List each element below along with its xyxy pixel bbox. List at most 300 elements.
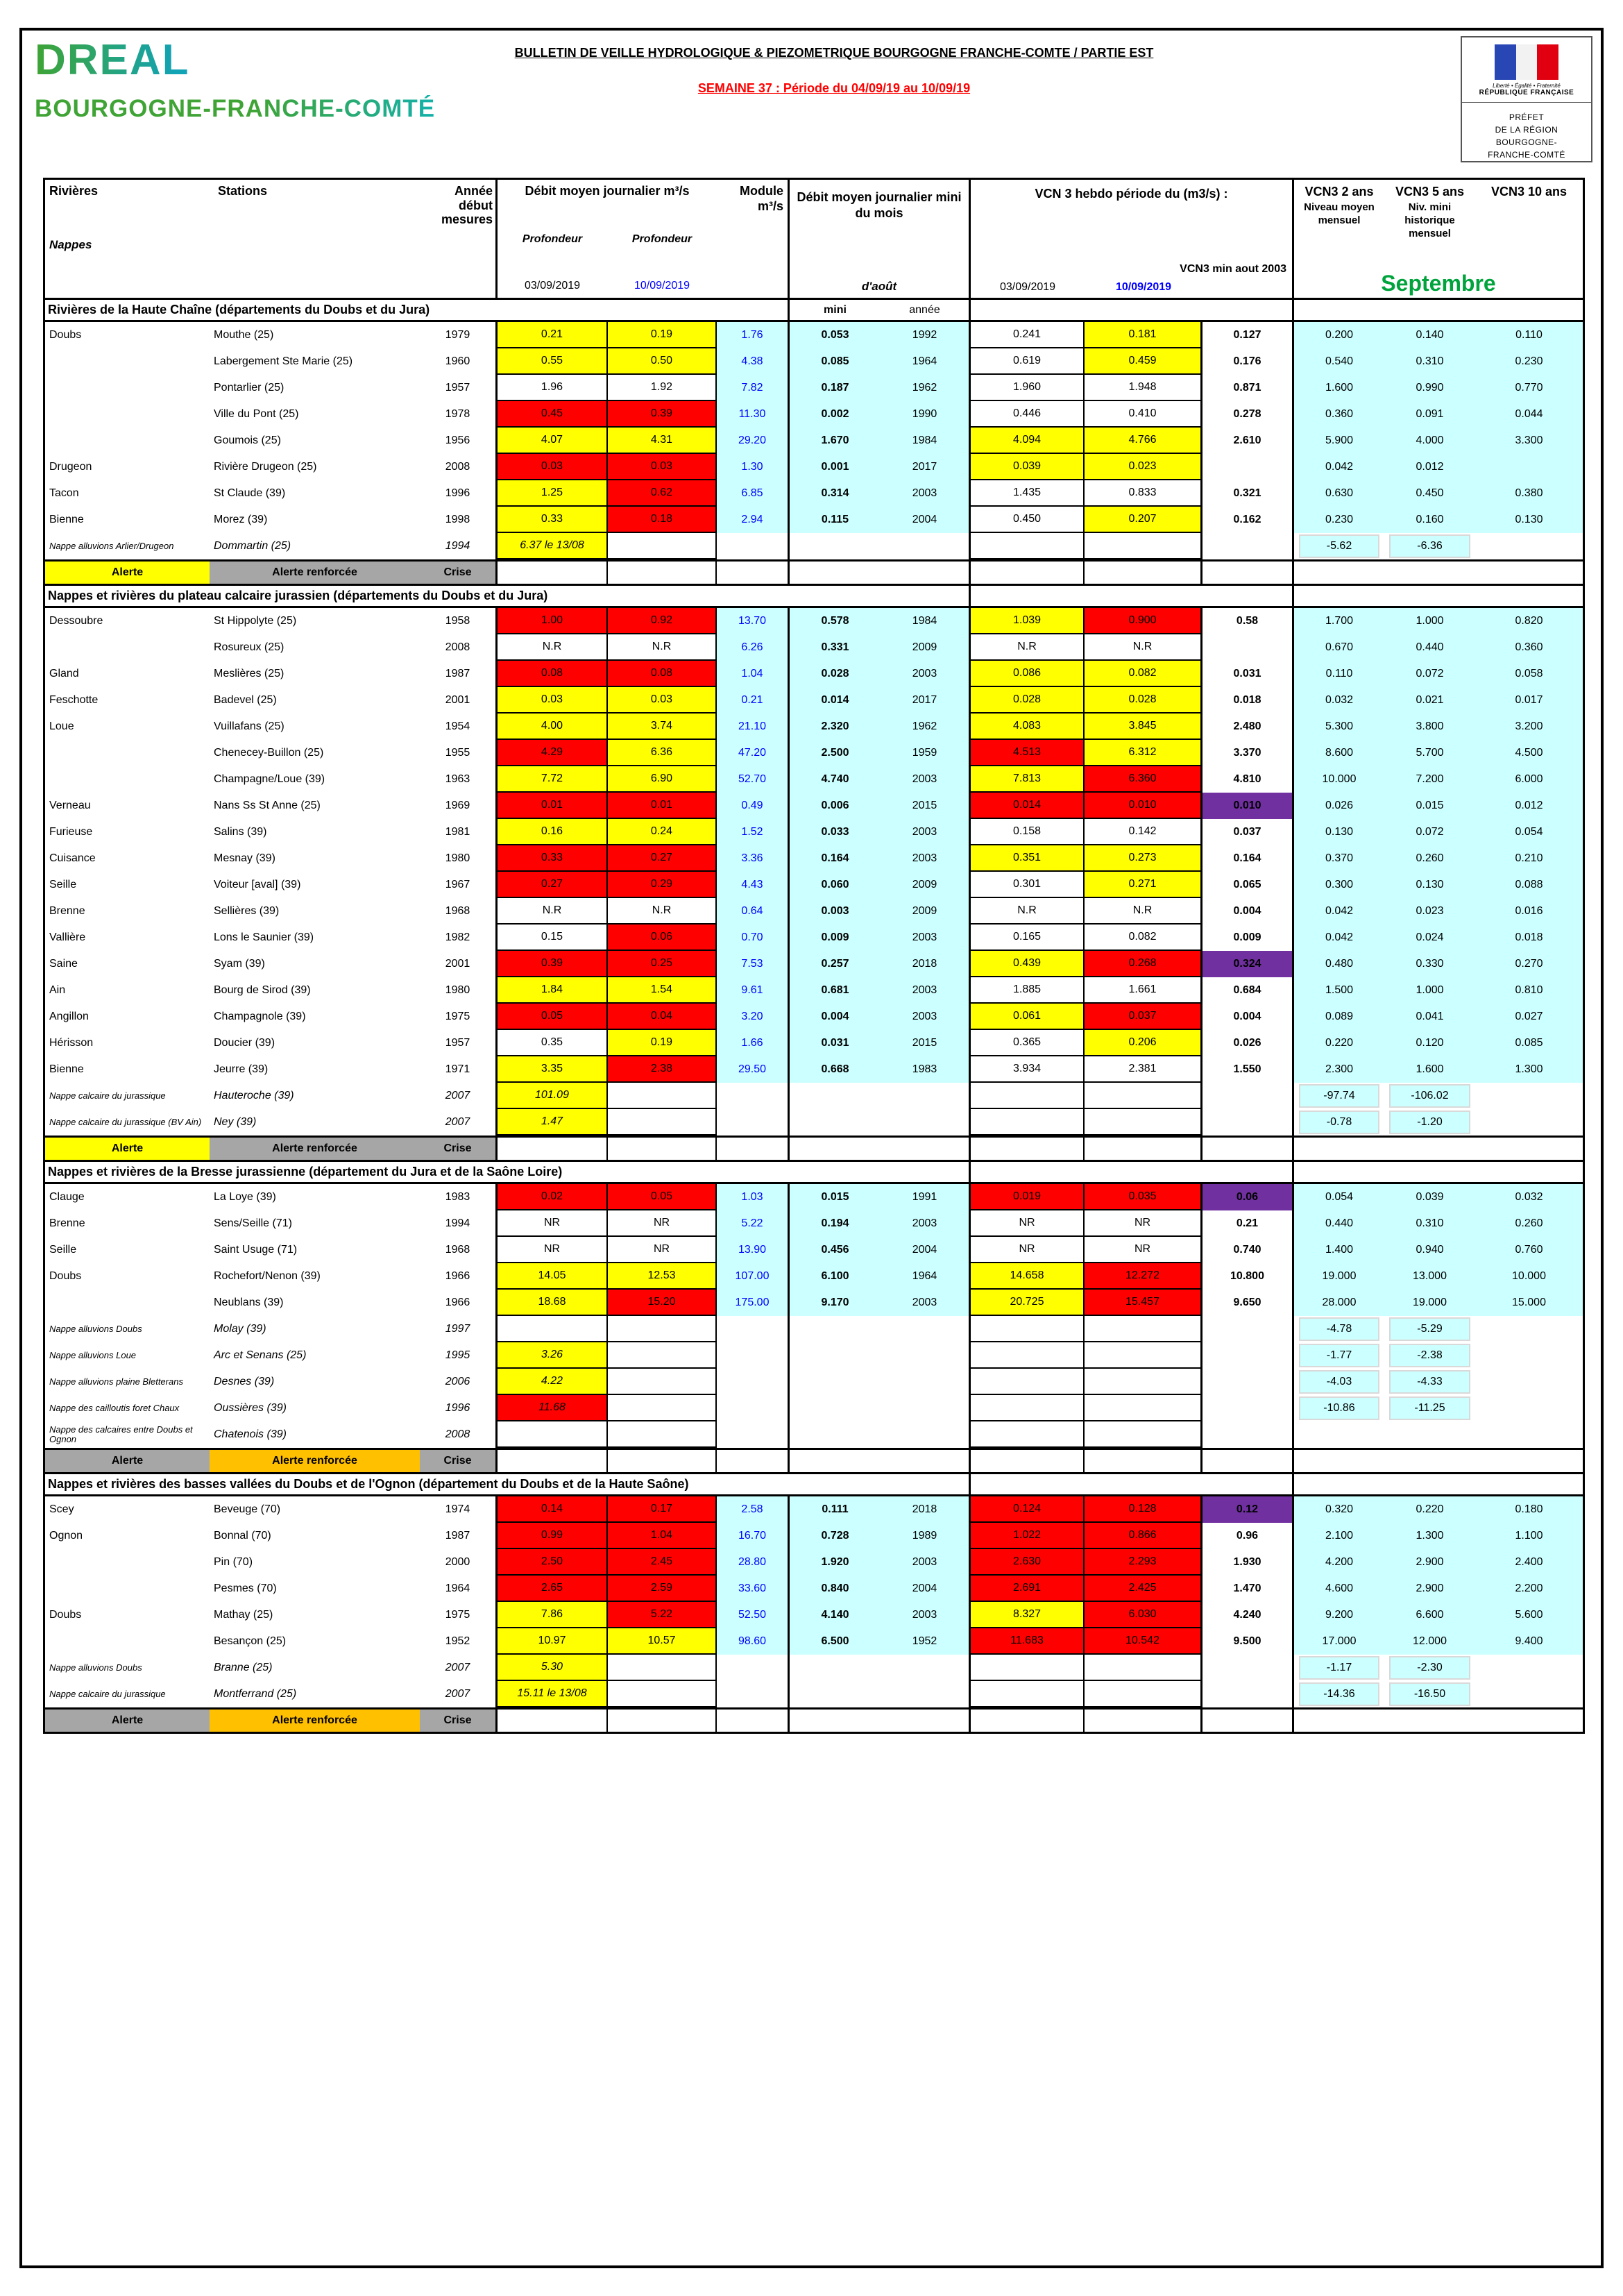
- cell-vcn3-min-2003: 2.480: [1203, 714, 1294, 740]
- cell-module: 21.10: [717, 714, 790, 740]
- cell-annee-mini: 2003: [881, 766, 971, 793]
- cell-vcn3-0309: [971, 1369, 1085, 1395]
- cell-vcn3-2ans: 0.480: [1294, 951, 1384, 977]
- cell-vcn3-min-2003: 9.650: [1203, 1290, 1294, 1316]
- cell-profondeur-0309: 0.33: [498, 845, 608, 872]
- cell-vcn3-2ans: 4.200: [1294, 1549, 1384, 1576]
- cell-module: 107.00: [717, 1263, 790, 1290]
- cell-annee-mini: 1959: [881, 740, 971, 766]
- table-section-3: [45, 1162, 1583, 1474]
- cell-vcn3-2ans: 1.700: [1294, 608, 1384, 634]
- cell-vcn3-10ans: 15.000: [1475, 1290, 1583, 1316]
- cell-vcn3-min-2003: 0.127: [1203, 322, 1294, 348]
- cell-vcn3-1009: N.R: [1085, 634, 1203, 661]
- cell-debit-mini: 0.840: [790, 1576, 881, 1602]
- cell-nappe-name: Nappe alluvions Doubs: [49, 1324, 142, 1335]
- cell-annee-debut: 1995: [420, 1342, 498, 1369]
- cell-vcn3-2ans: 0.320: [1294, 1496, 1384, 1523]
- cell-module: [717, 1369, 790, 1395]
- cell-annee-debut: 1956: [420, 428, 498, 454]
- cell-riviere: [45, 375, 210, 401]
- dreal-logo-region-text: BOURGOGNE-FRANCHE-COMTÉ: [35, 95, 436, 123]
- cell-station: Rochefort/Nenon (39): [214, 1270, 321, 1282]
- cell-vcn3-1009: 2.381: [1085, 1056, 1203, 1083]
- cell-station: Besançon (25): [214, 1635, 287, 1647]
- cell-profondeur-1009: 0.03: [608, 687, 717, 714]
- cell-vcn3-0309: NR: [971, 1237, 1085, 1263]
- cell-profondeur-1009: [608, 1342, 717, 1369]
- cell-vcn3-0309: [971, 1681, 1085, 1707]
- section-data-rows: [45, 1496, 1583, 1707]
- cell-vcn3-0309: [971, 1342, 1085, 1369]
- cell-vcn3-0309: [971, 1421, 1085, 1448]
- cell-nappe-name: Nappe calcaire du jurassique: [49, 1090, 166, 1101]
- cell-vcn3-0309: 0.014: [971, 793, 1085, 819]
- cell-vcn3-5ans: 0.940: [1384, 1237, 1475, 1263]
- cell-vcn3-5ans: 0.330: [1384, 951, 1475, 977]
- cell-niveau-moyen: -1.77: [1294, 1342, 1384, 1369]
- cell-station: La Loye (39): [214, 1191, 276, 1203]
- cell-vcn3-1009: 1.661: [1085, 977, 1203, 1004]
- cell-station: Chatenois (39): [214, 1428, 287, 1440]
- cell-station: Bourg de Sirod (39): [214, 984, 311, 996]
- cell-niveau-mini-historique: -1.20: [1384, 1109, 1475, 1136]
- cell-vcn3-min-2003: 0.58: [1203, 608, 1294, 634]
- legend-crise: Crise: [420, 1450, 498, 1472]
- cell-profondeur-0309: 6.37 le 13/08: [498, 533, 608, 559]
- cell-nappe-name: Nappe calcaire du jurassique: [49, 1689, 166, 1700]
- cell-vcn3-min-2003: 1.470: [1203, 1576, 1294, 1602]
- cell-vcn3-2ans: 0.440: [1294, 1210, 1384, 1237]
- cell-debit-mini: 0.028: [790, 661, 881, 687]
- cell-vcn3-0309: 8.327: [971, 1602, 1085, 1628]
- alert-legend-row: [45, 1136, 1583, 1162]
- cell-profondeur-0309: 0.05: [498, 1004, 608, 1030]
- cell-vcn3-1009: 10.542: [1085, 1628, 1203, 1655]
- cell-profondeur-1009: 0.01: [608, 793, 717, 819]
- cell-station: Doucier (39): [214, 1037, 275, 1049]
- cell-annee-mini: 1991: [881, 1184, 971, 1210]
- cell-profondeur-1009: 3.74: [608, 714, 717, 740]
- header-debit-mini: Débit moyen journalier mini du mois: [797, 190, 962, 220]
- cell-riviere: Angillon: [49, 1011, 89, 1022]
- cell-niveau-mini-historique: -2.30: [1384, 1655, 1475, 1681]
- cell-debit-mini: 0.115: [790, 507, 881, 533]
- cell-vcn3-5ans: 0.130: [1384, 872, 1475, 898]
- cell-station: Sens/Seille (71): [214, 1217, 292, 1229]
- cell-profondeur-0309: 0.03: [498, 687, 608, 714]
- table-section-2: [45, 586, 1583, 1162]
- cell-vcn3-1009: [1085, 1109, 1203, 1136]
- cell-vcn3-min-2003: [1203, 1109, 1294, 1136]
- cell-profondeur-0309: 1.25: [498, 480, 608, 507]
- cell-vcn3-1009: 2.293: [1085, 1549, 1203, 1576]
- legend-crise: Crise: [420, 562, 498, 584]
- cell-annee-debut: 1969: [420, 793, 498, 819]
- cell-vcn3-min-2003: 0.031: [1203, 661, 1294, 687]
- cell-vcn3-0309: 14.658: [971, 1263, 1085, 1290]
- cell-vcn3-min-2003: [1203, 634, 1294, 661]
- cell-debit-mini: 0.164: [790, 845, 881, 872]
- cell-niveau-moyen: -0.78: [1294, 1109, 1384, 1136]
- cell-vcn3-1009: 15.457: [1085, 1290, 1203, 1316]
- cell-annee-mini: 2018: [881, 1496, 971, 1523]
- header-profondeur-2: Profondeur: [631, 233, 692, 245]
- cell-profondeur-0309: 1.00: [498, 608, 608, 634]
- cell-riviere: Clauge: [49, 1191, 85, 1203]
- cell-module: 1.76: [717, 322, 790, 348]
- cell-vcn3-2ans: 0.670: [1294, 634, 1384, 661]
- cell-vcn3-0309: 0.165: [971, 925, 1085, 951]
- cell-vcn3-2ans: 0.630: [1294, 480, 1384, 507]
- cell-profondeur-1009: 0.27: [608, 845, 717, 872]
- cell-riviere: Saine: [49, 958, 78, 970]
- cell-vcn3-10ans: 0.088: [1475, 872, 1583, 898]
- cell-riviere: [45, 348, 210, 375]
- cell-station: Rivière Drugeon (25): [214, 461, 317, 473]
- cell-riviere: [45, 1549, 210, 1576]
- cell-annee-mini: 2003: [881, 1210, 971, 1237]
- cell-debit-mini: 0.031: [790, 1030, 881, 1056]
- cell-annee-mini: 2015: [881, 1030, 971, 1056]
- cell-station: Syam (39): [214, 958, 265, 970]
- header-niveau-moyen: Niveau moyen mensuel: [1304, 201, 1375, 227]
- cell-annee-mini: 1964: [881, 1263, 971, 1290]
- cell-profondeur-1009: NR: [608, 1210, 717, 1237]
- cell-annee-debut: 1957: [420, 375, 498, 401]
- cell-riviere: [45, 1290, 210, 1316]
- cell-annee-mini: 2003: [881, 819, 971, 845]
- section-title: Nappes et rivières des basses vallées du Doubs et de l'Ognon (département du Doubs et de la Haute Saône): [45, 1474, 971, 1494]
- cell-annee-mini: 1992: [881, 322, 971, 348]
- header-date-2: 10/09/2019: [634, 280, 690, 292]
- cell-annee-debut: 1982: [420, 925, 498, 951]
- cell-vcn3-min-2003: 0.162: [1203, 507, 1294, 533]
- cell-profondeur-0309: 0.21: [498, 322, 608, 348]
- cell-profondeur-1009: 0.05: [608, 1184, 717, 1210]
- cell-debit-mini: 0.002: [790, 401, 881, 428]
- cell-debit-mini: 0.578: [790, 608, 881, 634]
- cell-vcn3-1009: 0.268: [1085, 951, 1203, 977]
- cell-vcn3-5ans: 0.039: [1384, 1184, 1475, 1210]
- cell-profondeur-1009: 2.45: [608, 1549, 717, 1576]
- cell-debit-mini: 0.015: [790, 1184, 881, 1210]
- cell-riviere: [45, 766, 210, 793]
- cell-debit-mini: 0.456: [790, 1237, 881, 1263]
- cell-vcn3-2ans: 2.300: [1294, 1056, 1384, 1083]
- cell-station: Montferrand (25): [214, 1688, 297, 1700]
- cell-niveau-mini-historique: -6.36: [1384, 533, 1475, 559]
- cell-module: 52.70: [717, 766, 790, 793]
- cell-module: 1.66: [717, 1030, 790, 1056]
- cell-vcn3-1009: [1085, 1316, 1203, 1342]
- legend-alerte-renforcee: Alerte renforcée: [210, 1710, 420, 1732]
- cell-annee-debut: 2008: [420, 1421, 498, 1448]
- cell-profondeur-1009: [608, 1681, 717, 1707]
- cell-profondeur-1009: N.R: [608, 898, 717, 925]
- header-vcn3-stats-group: [1294, 180, 1583, 298]
- cell-profondeur-1009: 0.18: [608, 507, 717, 533]
- legend-alerte-renforcee: Alerte renforcée: [210, 1450, 420, 1472]
- cell-profondeur-1009: NR: [608, 1237, 717, 1263]
- cell-vcn3-10ans: 2.400: [1475, 1549, 1583, 1576]
- cell-station: Branne (25): [214, 1662, 273, 1673]
- cell-profondeur-0309: 0.16: [498, 819, 608, 845]
- cell-vcn3-min-2003: 0.037: [1203, 819, 1294, 845]
- cell-profondeur-0309: 0.14: [498, 1496, 608, 1523]
- cell-debit-mini: 0.085: [790, 348, 881, 375]
- cell-vcn3-0309: 0.028: [971, 687, 1085, 714]
- cell-vcn3-5ans: 19.000: [1384, 1290, 1475, 1316]
- cell-niveau-moyen: -97.74: [1294, 1083, 1384, 1109]
- cell-vcn3-10ans: 0.360: [1475, 634, 1583, 661]
- header-debit-moyen-group: [498, 180, 717, 298]
- cell-vcn3-0309: 11.683: [971, 1628, 1085, 1655]
- cell-annee-debut: 1987: [420, 661, 498, 687]
- cell-profondeur-1009: 1.54: [608, 977, 717, 1004]
- legend-crise: Crise: [420, 1710, 498, 1732]
- cell-profondeur-0309: 7.72: [498, 766, 608, 793]
- cell-riviere: Bienne: [49, 514, 84, 525]
- cell-module: 33.60: [717, 1576, 790, 1602]
- cell-vcn3-10ans: 1.300: [1475, 1056, 1583, 1083]
- cell-vcn3-5ans: 0.012: [1384, 454, 1475, 480]
- cell-module: 6.85: [717, 480, 790, 507]
- subheader-mini: mini: [824, 303, 847, 316]
- cell-vcn3-1009: 0.023: [1085, 454, 1203, 480]
- cell-station: Arc et Senans (25): [214, 1349, 307, 1361]
- bulletin-page: [19, 28, 1604, 2268]
- cell-debit-mini: 0.331: [790, 634, 881, 661]
- cell-module: 13.70: [717, 608, 790, 634]
- cell-profondeur-0309: 0.01: [498, 793, 608, 819]
- cell-profondeur-0309: 7.86: [498, 1602, 608, 1628]
- cell-vcn3-10ans: 0.085: [1475, 1030, 1583, 1056]
- cell-profondeur-1009: 0.19: [608, 1030, 717, 1056]
- cell-module: 3.36: [717, 845, 790, 872]
- cell-niveau-mini-historique: -11.25: [1384, 1395, 1475, 1421]
- cell-vcn3-5ans: 0.450: [1384, 480, 1475, 507]
- cell-vcn3-1009: 6.030: [1085, 1602, 1203, 1628]
- cell-station: Mesnay (39): [214, 852, 275, 864]
- table-section-1: [45, 300, 1583, 586]
- cell-vcn3-2ans: 4.600: [1294, 1576, 1384, 1602]
- cell-annee-mini: 1990: [881, 401, 971, 428]
- cell-debit-mini: 2.500: [790, 740, 881, 766]
- cell-station: Pin (70): [214, 1556, 253, 1568]
- cell-debit-mini: 0.681: [790, 977, 881, 1004]
- cell-profondeur-1009: 1.92: [608, 375, 717, 401]
- cell-vcn3-min-2003: 1.550: [1203, 1056, 1294, 1083]
- cell-vcn3-10ans: 0.260: [1475, 1210, 1583, 1237]
- cell-station: Ville du Pont (25): [214, 408, 299, 420]
- cell-riviere: Vallière: [49, 931, 86, 943]
- cell-vcn3-1009: 0.035: [1085, 1184, 1203, 1210]
- cell-vcn3-2ans: 5.900: [1294, 428, 1384, 454]
- cell-riviere: Ognon: [49, 1530, 83, 1542]
- cell-vcn3-0309: 0.450: [971, 507, 1085, 533]
- cell-station: Labergement Ste Marie (25): [214, 355, 353, 367]
- cell-vcn3-10ans: 0.230: [1475, 348, 1583, 375]
- cell-niveau-moyen: -14.36: [1294, 1681, 1384, 1707]
- cell-profondeur-1009: 5.22: [608, 1602, 717, 1628]
- cell-vcn3-1009: 1.948: [1085, 375, 1203, 401]
- cell-station: Badevel (25): [214, 694, 277, 706]
- cell-riviere: Drugeon: [49, 461, 92, 473]
- cell-vcn3-10ans: 2.200: [1475, 1576, 1583, 1602]
- cell-vcn3-1009: [1085, 1421, 1203, 1448]
- section-data-rows: [45, 322, 1583, 559]
- cell-vcn3-2ans: 1.400: [1294, 1237, 1384, 1263]
- cell-vcn3-10ans: 0.058: [1475, 661, 1583, 687]
- cell-vcn3-1009: [1085, 1083, 1203, 1109]
- cell-vcn3-0309: 2.691: [971, 1576, 1085, 1602]
- cell-annee-mini: 2003: [881, 480, 971, 507]
- cell-vcn3-5ans: 0.041: [1384, 1004, 1475, 1030]
- cell-vcn3-0309: 0.124: [971, 1496, 1085, 1523]
- cell-vcn3-0309: 0.365: [971, 1030, 1085, 1056]
- cell-station: Nans Ss St Anne (25): [214, 800, 321, 811]
- cell-vcn3-1009: 0.082: [1085, 661, 1203, 687]
- cell-vcn3-0309: NR: [971, 1210, 1085, 1237]
- cell-profondeur-1009: 15.20: [608, 1290, 717, 1316]
- cell-annee-debut: 2001: [420, 687, 498, 714]
- cell-debit-mini: 6.100: [790, 1263, 881, 1290]
- cell-station: Champagne/Loue (39): [214, 773, 325, 785]
- cell-profondeur-1009: 12.53: [608, 1263, 717, 1290]
- cell-profondeur-0309: 101.09: [498, 1083, 608, 1109]
- cell-vcn3-1009: [1085, 1342, 1203, 1369]
- cell-vcn3-0309: 0.086: [971, 661, 1085, 687]
- cell-module: 28.80: [717, 1549, 790, 1576]
- cell-debit-mini: 0.009: [790, 925, 881, 951]
- cell-niveau-mini-historique: [1384, 1421, 1475, 1448]
- cell-annee-mini: 2015: [881, 793, 971, 819]
- cell-profondeur-0309: 0.08: [498, 661, 608, 687]
- cell-vcn3-2ans: 0.042: [1294, 898, 1384, 925]
- cell-vcn3-0309: 2.630: [971, 1549, 1085, 1576]
- cell-vcn3-2ans: 0.540: [1294, 348, 1384, 375]
- cell-vcn3-min-2003: 0.96: [1203, 1523, 1294, 1549]
- cell-vcn3-1009: [1085, 1655, 1203, 1681]
- table-column-headers: [45, 180, 1583, 300]
- cell-annee-debut: 1971: [420, 1056, 498, 1083]
- cell-vcn3-1009: N.R: [1085, 898, 1203, 925]
- cell-module: 1.03: [717, 1184, 790, 1210]
- page-header: [22, 31, 1601, 178]
- cell-niveau-mini-historique: -106.02: [1384, 1083, 1475, 1109]
- cell-annee-mini: 2003: [881, 1602, 971, 1628]
- cell-riviere: Doubs: [49, 1609, 82, 1621]
- cell-module: [717, 1681, 790, 1707]
- cell-vcn3-min-2003: 0.009: [1203, 925, 1294, 951]
- cell-vcn3-10ans: 0.032: [1475, 1184, 1583, 1210]
- cell-vcn3-5ans: 0.015: [1384, 793, 1475, 819]
- legend-alerte: Alerte: [45, 1450, 210, 1472]
- header-niveaux-row: [1294, 200, 1583, 240]
- cell-annee-debut: 1955: [420, 740, 498, 766]
- cell-profondeur-1009: [608, 1421, 717, 1448]
- cell-profondeur-1009: [608, 1655, 717, 1681]
- cell-vcn3-0309: 0.061: [971, 1004, 1085, 1030]
- cell-vcn3-0309: 0.351: [971, 845, 1085, 872]
- cell-vcn3-1009: 6.360: [1085, 766, 1203, 793]
- cell-vcn3-min-2003: [1203, 1395, 1294, 1421]
- cell-debit-mini: 1.670: [790, 428, 881, 454]
- cell-annee-debut: 1983: [420, 1184, 498, 1210]
- cell-annee-debut: 2007: [420, 1681, 498, 1707]
- cell-vcn3-1009: 0.900: [1085, 608, 1203, 634]
- cell-vcn3-1009: 3.845: [1085, 714, 1203, 740]
- cell-annee-debut: 1968: [420, 898, 498, 925]
- cell-debit-mini: 4.140: [790, 1602, 881, 1628]
- cell-debit-mini: 0.004: [790, 1004, 881, 1030]
- cell-profondeur-0309: 0.33: [498, 507, 608, 533]
- cell-vcn3-0309: 0.241: [971, 322, 1085, 348]
- flag-motto: Liberté • Égalité • Fraternité: [1493, 83, 1561, 89]
- header-stations: Stations: [218, 184, 268, 198]
- cell-riviere: Seille: [49, 879, 77, 890]
- cell-profondeur-1009: 6.36: [608, 740, 717, 766]
- cell-debit-mini: 0.033: [790, 819, 881, 845]
- cell-annee-mini: 2018: [881, 951, 971, 977]
- cell-module: 9.61: [717, 977, 790, 1004]
- cell-annee-debut: 1979: [420, 322, 498, 348]
- cell-vcn3-min-2003: [1203, 533, 1294, 559]
- cell-station: Morez (39): [214, 514, 268, 525]
- cell-profondeur-0309: 0.45: [498, 401, 608, 428]
- header-vcn3-date-1: 03/09/2019: [999, 281, 1056, 293]
- cell-station: Hauteroche (39): [214, 1090, 294, 1101]
- dreal-logo-text: DREAL: [35, 37, 435, 83]
- cell-profondeur-0309: 0.27: [498, 872, 608, 898]
- cell-vcn3-10ans: 0.016: [1475, 898, 1583, 925]
- cell-vcn3-1009: [1085, 1369, 1203, 1395]
- cell-riviere: Feschotte: [49, 694, 99, 706]
- cell-profondeur-1009: 0.19: [608, 322, 717, 348]
- cell-profondeur-0309: 1.84: [498, 977, 608, 1004]
- cell-vcn3-0309: 1.885: [971, 977, 1085, 1004]
- cell-profondeur-0309: [498, 1316, 608, 1342]
- cell-vcn3-10ans: 6.000: [1475, 766, 1583, 793]
- cell-annee-debut: 1966: [420, 1290, 498, 1316]
- cell-module: 175.00: [717, 1290, 790, 1316]
- cell-profondeur-1009: 0.29: [608, 872, 717, 898]
- cell-vcn3-0309: 0.619: [971, 348, 1085, 375]
- cell-vcn3-min-2003: 3.370: [1203, 740, 1294, 766]
- cell-vcn3-0309: 7.813: [971, 766, 1085, 793]
- cell-profondeur-0309: 5.30: [498, 1655, 608, 1681]
- legend-alerte-renforcee: Alerte renforcée: [210, 1138, 420, 1160]
- cell-vcn3-2ans: 5.300: [1294, 714, 1384, 740]
- cell-vcn3-1009: NR: [1085, 1237, 1203, 1263]
- cell-vcn3-0309: [971, 1109, 1085, 1136]
- cell-vcn3-min-2003: [1203, 1316, 1294, 1342]
- cell-vcn3-2ans: 0.230: [1294, 507, 1384, 533]
- cell-profondeur-1009: 0.24: [608, 819, 717, 845]
- cell-profondeur-0309: [498, 1421, 608, 1448]
- cell-vcn3-min-2003: 0.026: [1203, 1030, 1294, 1056]
- cell-annee-debut: 2001: [420, 951, 498, 977]
- cell-annee-mini: 1964: [881, 348, 971, 375]
- cell-niveau-moyen: [1294, 1421, 1384, 1448]
- cell-vcn3-2ans: 0.360: [1294, 401, 1384, 428]
- cell-profondeur-1009: 4.31: [608, 428, 717, 454]
- cell-debit-mini: 0.187: [790, 375, 881, 401]
- table-sections: [45, 300, 1583, 1732]
- cell-vcn3-2ans: 19.000: [1294, 1263, 1384, 1290]
- cell-riviere: Dessoubre: [49, 615, 103, 627]
